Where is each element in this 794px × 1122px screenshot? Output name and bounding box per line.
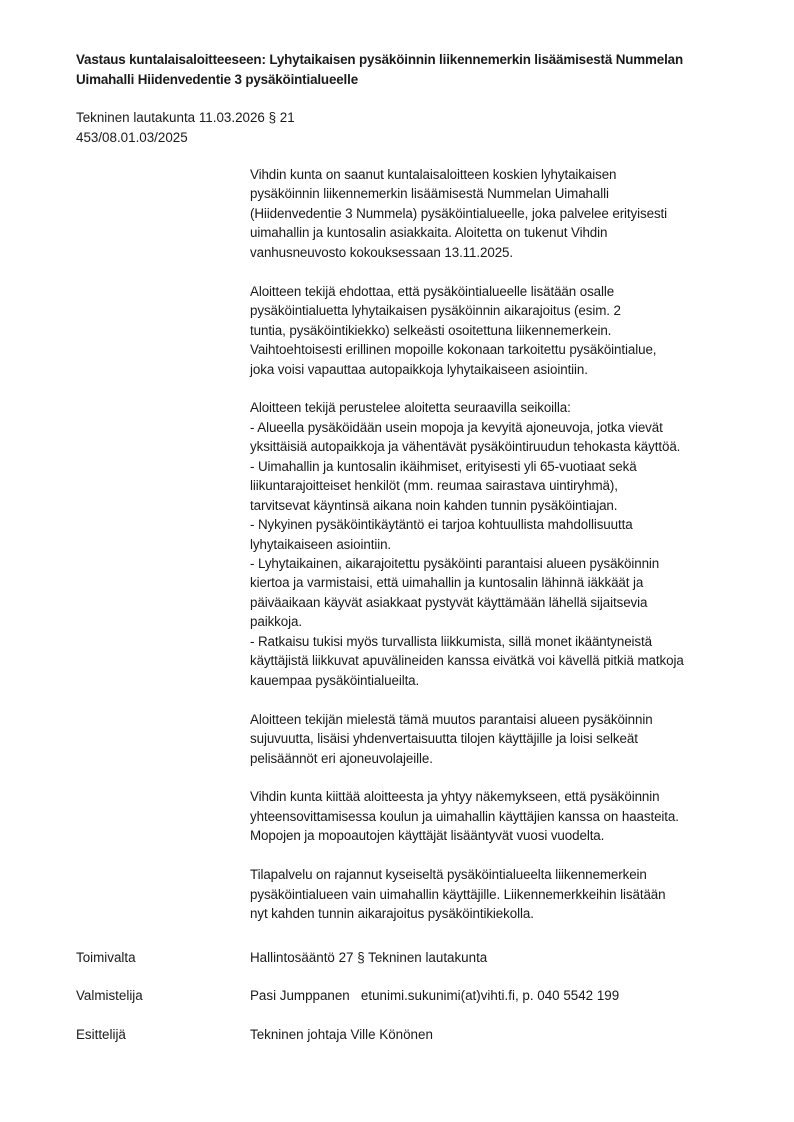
paragraph-line: pysäköintialueen vain uimahallin käyttäjille. Liikennemerkkeihin lisätään xyxy=(250,886,666,902)
paragraph-line: kauempaa pysäköintialueilta. xyxy=(250,672,420,688)
paragraph-line: joka voisi vapauttaa autopaikkoja lyhytaikaiseen asiointiin. xyxy=(250,361,588,377)
record-id: 453/08.01.03/2025 xyxy=(76,130,188,145)
paragraph-line: liikuntarajoitteiset henkilöt (mm. reumaa sairastava uintiryhmä), xyxy=(250,478,618,494)
paragraph-line: tarvitsevat käyntinsä aikana noin kahden tunnin pysäköintiajan. xyxy=(250,497,618,513)
paragraph-line: (Hiidenvedentie 3 Nummela) pysäköintialueelle, joka palvelee erityisesti xyxy=(250,205,668,221)
paragraph-line: vanhusneuvosto kokouksessaan 13.11.2025. xyxy=(250,244,514,260)
paragraph-line: paikkoja. xyxy=(250,614,302,630)
paragraph-line: - Ratkaisu tukisi myös turvallista liikkumista, sillä monet ikääntyneistä xyxy=(250,633,652,649)
paragraph-line: pysäköintialuetta lyhytaikaisen pysäköinnin aikarajoitus (esim. 2 xyxy=(250,303,621,319)
paragraph-line: - Nykyinen pysäköintikäytäntö ei tarjoa kohtuullista mahdollisuutta xyxy=(250,517,633,533)
document-meta xyxy=(76,108,295,148)
paragraph-line: Aloitteen tekijä perustelee aloitetta seuraavilla seikoilla: xyxy=(250,400,571,416)
paragraph-line: Aloitteen tekijä ehdottaa, että pysäköintialueelle lisätään osalle xyxy=(250,283,615,299)
paragraph-line: - Alueella pysäköidään usein mopoja ja kevyitä ajoneuvoja, jotka vievät xyxy=(250,419,663,435)
body-paragraph xyxy=(250,398,750,690)
paragraph-line: Mopojen ja mopoautojen käyttäjät lisääntyvät vuosi vuodelta. xyxy=(250,828,605,844)
paragraph-line: tuntia, pysäköintikiekko) selkeästi osoitettuna liikennemerkein. xyxy=(250,322,612,338)
field-value: Pasi Jumppanen etunimi.sukunimi(at)vihti.fi, p. 040 5542 199 xyxy=(250,988,620,1003)
paragraph-line: nyt kahden tunnin aikarajoitus pysäköintikiekolla. xyxy=(250,906,534,922)
paragraph-line: sujuvuutta, lisäisi yhdenvertaisuutta tilojen käyttäjille ja loisi selkeät xyxy=(250,731,638,747)
field-value: Tekninen johtaja Ville Könönen xyxy=(250,1027,433,1042)
paragraph-line: - Uimahallin ja kuntosalin ikäihmiset, erityisesti yli 65-vuotiaat sekä xyxy=(250,458,637,474)
paragraph-line: Tilapalvelu on rajannut kyseiseltä pysäköintialueelta liikennemerkein xyxy=(250,867,647,883)
paragraph-line: Aloitteen tekijän mielestä tämä muutos parantaisi alueen pysäköinnin xyxy=(250,711,653,727)
meeting-reference: Tekninen lautakunta 11.03.2026 § 21 xyxy=(76,110,295,125)
body-paragraph xyxy=(250,165,750,262)
field-label: Toimivalta xyxy=(76,950,136,965)
field-value: Hallintosääntö 27 § Tekninen lautakunta xyxy=(250,950,488,965)
title-line: Vastaus kuntalaisaloitteeseen: Lyhytaikaisen pysäköinnin liikennemerkin lisäämisestä Nummelan xyxy=(76,52,683,67)
paragraph-line: kiertoa ja varmistaisi, että uimahallin ja kuntosalin lähinnä iäkkäät ja xyxy=(250,575,644,591)
paragraph-line: Vaihtoehtoisesti erillinen mopoille kokonaan tarkoitettu pysäköintialue, xyxy=(250,342,657,358)
paragraph-line: pysäköinnin liikennemerkin lisäämisestä Nummelan Uimahalli xyxy=(250,186,609,202)
title-line: Uimahalli Hiidenvedentie 3 pysäköintialueelle xyxy=(76,72,358,87)
paragraph-line: - Lyhytaikainen, aikarajoitettu pysäköinti parantaisi alueen pysäköinnin xyxy=(250,556,660,572)
field-label: Esittelijä xyxy=(76,1027,126,1042)
paragraph-line: pelisäännöt eri ajoneuvolajeille. xyxy=(250,750,433,766)
paragraph-line: Vihdin kunta kiittää aloitteesta ja yhtyy näkemykseen, että pysäköinnin xyxy=(250,789,660,805)
paragraph-line: käyttäjistä liikkuvat apuvälineiden kanssa eivätkä voi kävellä pitkiä matkoja xyxy=(250,653,684,669)
body-paragraph xyxy=(250,282,750,379)
paragraph-line: yhteensovittamisessa koulun ja uimahallin käyttäjien kanssa on haasteita. xyxy=(250,808,679,824)
document-body xyxy=(250,165,750,943)
paragraph-line: päiväaikaan käyvät asiakkaat pystyvät käyttämään lähellä sijaitsevia xyxy=(250,594,648,610)
document-title xyxy=(76,50,756,90)
paragraph-line: yksittäisiä autopaikkoja ja vähentävät pysäköintiruudun tehokasta käyttöä. xyxy=(250,439,681,455)
paragraph-line: Vihdin kunta on saanut kuntalaisaloitteen koskien lyhytaikaisen xyxy=(250,167,617,182)
body-paragraph xyxy=(250,710,750,768)
field-label: Valmistelija xyxy=(76,988,143,1003)
paragraph-line: uimahallin ja kuntosalin asiakkaita. Aloitetta on tukenut Vihdin xyxy=(250,225,608,241)
body-paragraph xyxy=(250,787,750,845)
paragraph-line: lyhytaikaiseen asiointiin. xyxy=(250,536,392,552)
body-paragraph xyxy=(250,865,750,923)
